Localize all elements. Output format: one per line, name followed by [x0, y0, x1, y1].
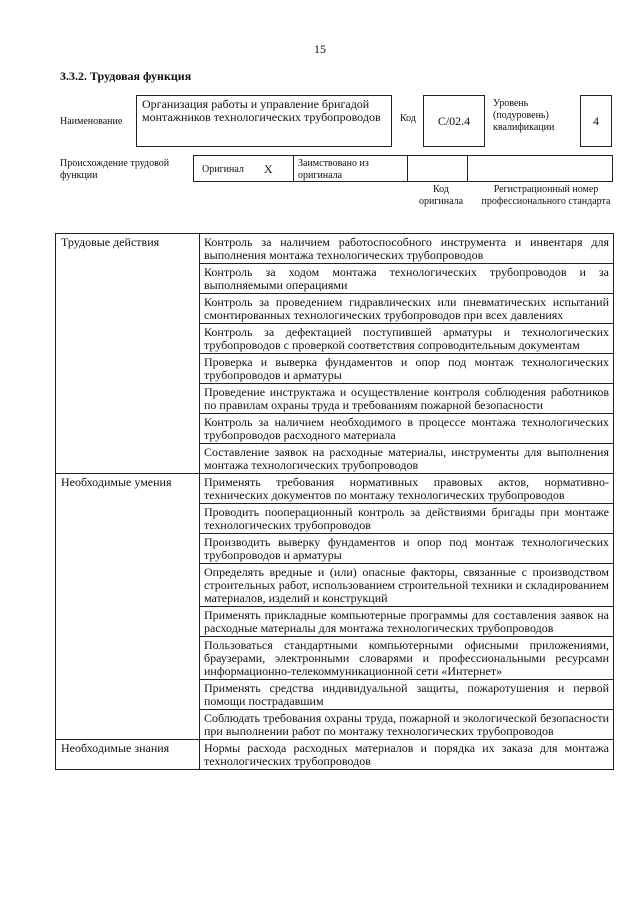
list-item: Контроль за наличием работоспособного инструмента и инвентаря для выполнения монтажа технологических трубопроводов — [200, 234, 614, 264]
list-item: Пользоваться стандартными компьютерными офисными приложениями, браузерами, электронными словарями и профессиональными ресурсами информационно-телекоммуникационной сети «Интернет» — [200, 637, 614, 680]
reg-number-cell — [468, 156, 614, 181]
origin-row — [193, 155, 613, 182]
qualification-level-box: 4 — [580, 95, 612, 147]
group-label: Трудовые действия — [56, 234, 200, 474]
original-cell — [194, 156, 294, 181]
code-original-cell — [408, 156, 468, 181]
table-row — [56, 740, 614, 770]
function-name-box: Организация работы и управление бригадой монтажников технологических трубопроводов — [136, 95, 392, 147]
qualification-level-label: Уровень (подуровень) квалификации — [493, 98, 555, 133]
original-label: Оригинал — [202, 164, 244, 175]
function-code-box: C/02.4 — [423, 95, 485, 147]
list-item: Применять средства индивидуальной защиты, пожаротушения и первой помощи пострадавшим — [200, 680, 614, 710]
group-label: Необходимые умения — [56, 474, 200, 740]
list-item: Проверка и выверка фундаментов и опор под монтаж технологических трубопроводов и арматуры — [200, 354, 614, 384]
list-item: Применять требования нормативных правовых актов, нормативно-технических документов по монтажу технологических трубопроводов — [200, 474, 614, 504]
table-row — [56, 474, 614, 504]
list-item: Контроль за наличием необходимого в процессе монтажа технологических трубопроводов расходного материала — [200, 414, 614, 444]
page-number: 15 — [314, 42, 326, 56]
list-item: Составление заявок на расходные материалы, инструменты для выполнения монтажа технологических трубопроводов — [200, 444, 614, 474]
list-item: Контроль за дефектацией поступившей арматуры и технологических трубопроводов с проверкой соответствия сопроводительным документам — [200, 324, 614, 354]
list-item: Проведение инструктажа и осуществление контроля соблюдения работников по правилам охраны труда и требованиям пожарной безопасности — [200, 384, 614, 414]
code-label: Код — [400, 113, 416, 124]
code-original-label: Код оригинала — [418, 184, 464, 207]
list-item: Определять вредные и (или) опасные факторы, связанные с производством строительных работ, использованием строительной техники и складированием материалов, изделий и конструкций — [200, 564, 614, 607]
borrowed-cell — [294, 156, 408, 181]
list-item: Проводить пооперационный контроль за действиями бригады при монтаже технологических трубопроводов — [200, 504, 614, 534]
list-item: Нормы расхода расходных материалов и порядка их заказа для монтажа технологических трубопроводов — [200, 740, 614, 770]
function-details-table — [55, 233, 614, 770]
list-item: Соблюдать требования охраны труда, пожарной и экологической безопасности при выполнении работ по монтажу технологических трубопроводов — [200, 710, 614, 740]
group-label: Необходимые знания — [56, 740, 200, 770]
borrowed-label: Заимствовано из оригинала — [298, 158, 369, 181]
list-item: Применять прикладные компьютерные программы для составления заявок на расходные материалы для монтажа технологических трубопроводов — [200, 607, 614, 637]
table-row — [56, 234, 614, 264]
section-title: 3.3.2. Трудовая функция — [60, 69, 192, 83]
list-item: Контроль за проведением гидравлических или пневматических испытаний смонтированных технологических трубопроводов при всех давлениях — [200, 294, 614, 324]
origin-label: Происхождение трудовой функции — [60, 158, 170, 181]
list-item: Производить выверку фундаментов и опор под монтаж технологических трубопроводов и арматуры — [200, 534, 614, 564]
reg-number-label: Регистрационный номер профессионального стандарта — [481, 184, 611, 207]
name-label: Наименование — [60, 116, 123, 127]
list-item: Контроль за ходом монтажа технологических трубопроводов и за выполняемыми операциями — [200, 264, 614, 294]
original-mark: X — [264, 162, 273, 176]
